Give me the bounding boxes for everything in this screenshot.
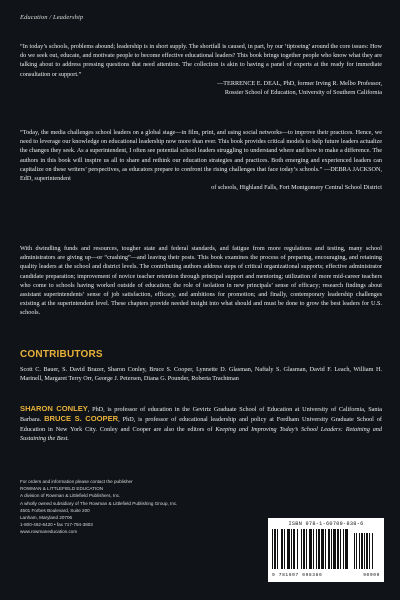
editor-bio-cooper: , PhD, is professor of educational leadership and policy at Fordham University Graduate School of Education in New York City. Conley and Cooper are also the editors of bbox=[20, 416, 382, 433]
publisher-line: Lanham, Maryland 20706 bbox=[20, 515, 73, 521]
isbn-barcode bbox=[268, 518, 384, 582]
endorsement-quote-2 bbox=[20, 128, 382, 192]
publisher-line: For orders and information please contact the publisher bbox=[20, 479, 133, 484]
editor-name-conley: SHARON CONLEY bbox=[20, 404, 88, 413]
publisher-line: A division of Rowman & Littlefield Publishers, Inc. bbox=[20, 493, 121, 499]
publisher-line: 1-800-462-6420 • fax 717-794-3803 bbox=[20, 522, 93, 528]
category-label: Education / Leadership bbox=[20, 14, 84, 21]
isbn-number: ISBN 978-1-60709-838-6 bbox=[288, 521, 364, 527]
publisher-line: ROWMAN & LITTLEFIELD EDUCATION bbox=[20, 486, 104, 492]
book-description: With dwindling funds and resources, tougher state and federal standards, and fatigue from more regulations and testing, many school administrators are giving up—or “crashing”—and leaving their posts. This book examines the process of preparing, encouraging, and retaining quality leaders at the school and district levels. The contributing authors address steps of critical organizational supports; effective administrator candidate preparation; improvement of novice teacher retention through principal support and mentoring; utilization of more mid-career teachers who come to schools having worked outside of education; the role of isolation in new principals’ sense of efficacy; research findings about assistant superintendents’ sense of job satisfaction, efficacy, and ambitions for promotion; and finally, contemporary leadership challenges existing at the superintendent level. These chapters provide needed insight into what should and must be done to grow the best leaders for U.S. schools. bbox=[20, 245, 382, 317]
publisher-line: 4501 Forbes Boulevard, Suite 200 bbox=[20, 507, 90, 513]
barcode-ean-digits: 9 781607 098386 bbox=[272, 573, 323, 578]
quote-attribution: —DEBRA JACKSON, EdD, superintendent bbox=[20, 165, 382, 183]
contributors-list: Scott C. Bauer, S. David Brazer, Sharon Conley, Bruce S. Cooper, Lynnette D. Glasman, Naftaly S. Glasman, David F. Leach, William H. Marinell, Margaret Terry Orr, George J. Petersen, Diana G. Pounder, Roberta Trachtman bbox=[20, 366, 382, 383]
quote-text: “In today’s schools, problems abound; leadership is in short supply. The shortfall is caused, in part, by our ‘tiptoeing’ around the core issues: How do we seek out, educate, and motivate people to become effective educational leaders? This book brings together people who know what they are talking about to address pressing questions that need attention. The collection is akin to having a panel of experts at the ready for immediate consultation or support.” bbox=[20, 43, 382, 78]
barcode-bars bbox=[272, 529, 380, 573]
editor-bios bbox=[20, 404, 382, 444]
related-book-title: Keeping and Improving Today’s School Leaders: Retaining and Sustaining the Best. bbox=[20, 425, 382, 443]
editor-bio-conley: , PhD, is professor of education in the Gevirtz Graduate School of Education at University of California, Santa Barbara. bbox=[20, 406, 382, 424]
barcode-price-digits: 90000 bbox=[363, 573, 380, 578]
publisher-info bbox=[20, 478, 177, 536]
endorsement-quote-1 bbox=[20, 42, 382, 97]
editor-name-cooper: BRUCE S. COOPER bbox=[44, 414, 119, 424]
contributors-heading: CONTRIBUTORS bbox=[20, 349, 103, 360]
quote-attribution-affiliation: of schools, Highland Falls, Fort Montgomery Central School District bbox=[211, 184, 382, 192]
publisher-website: www.rowmaneducation.com bbox=[20, 529, 78, 535]
quote-text: “Today, the media challenges school leaders on a global stage—in film, print, and using social networks—to improve their practices. Hence, we need to leverage our knowledge on educational leadership now more than ever. This book provides critical models to help future leaders actualize the changes they seek. As a superintendent, I often see potential school leaders struggling to understand where and how to make a difference. The authors in this book will inspire us all to share and rethink our education strategies and practices. Both emerging and experienced leaders can capitalize on these writers’ perspectives, as educators prepare to confront the rising challenges that face today’s schools.” bbox=[20, 129, 382, 173]
publisher-line: A wholly owned subsidiary of The Rowman & Littlefield Publishing Group, Inc. bbox=[20, 500, 178, 506]
quote-attribution-affiliation: Rossier School of Education, University of Southern California bbox=[224, 89, 382, 97]
quote-attribution: —TERRENCE E. DEAL, PhD, former Irving R. Melbo Professor, bbox=[217, 79, 382, 87]
barcode-digits bbox=[272, 573, 380, 578]
